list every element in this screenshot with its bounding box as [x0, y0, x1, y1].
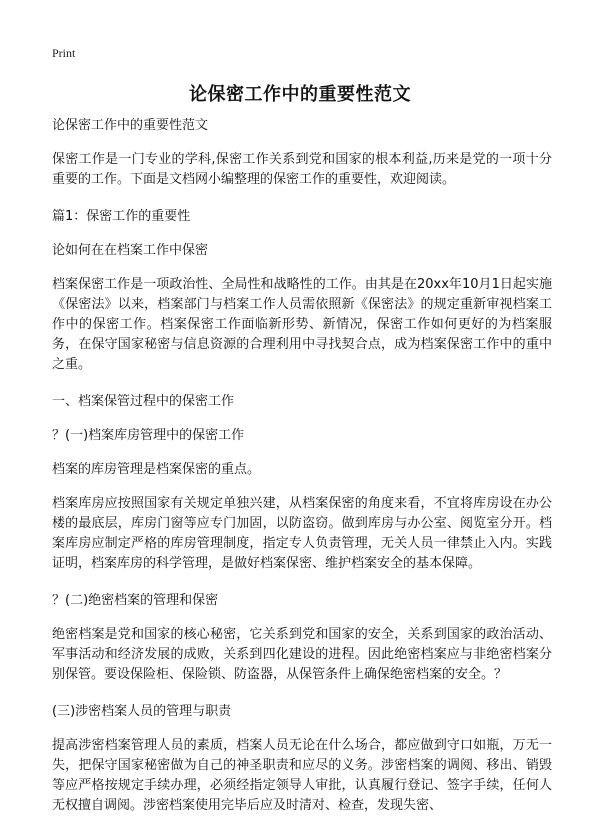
document-body [52, 116, 552, 833]
paragraph-intro: 保密工作是一门专业的学科,保密工作关系到党和国家的根本利益,历来是党的一项十分重要的工作。下面是文档网小编整理的保密工作的重要性，欢迎阅读。 [52, 152, 552, 187]
paragraph-body: 档案保密工作是一项政治性、全局性和战略性的工作。由其是在20xx年10月1日起实施《保密法》以来，档案部门与档案工作人员需依照新《保密法》的规定重新审视档案工作中的保密工作。档案保密工作面临新形势、新情况，保密工作如何更好的为档案服务，在保守国家秘密与信息资源的合理利用中寻找契合点，成为档案保密工作中的重中之重。 [52, 277, 552, 372]
paragraph-body: 档案库房应按照国家有关规定单独兴建，从档案保密的角度来看，不宜将库房设在办公楼的最底层，库房门窗等应专门加固，以防盗窃。做到库房与办公室、阅览室分开。档案库房应制定严格的库房管理制度，指定专人负责管理，无关人员一律禁止入内。实践证明，档案库房的科学管理，是做好档案保密、维护档案安全的基本保障。 [52, 496, 552, 571]
section-heading: 一、档案保管过程中的保密工作 [52, 394, 235, 409]
subsection-heading: ？(二)绝密档案的管理和保密 [52, 593, 219, 608]
print-link[interactable]: Print [52, 46, 76, 60]
paragraph-subtitle: 论保密工作中的重要性范文 [52, 118, 209, 133]
subsection-heading: ？(一)档案库房管理中的保密工作 [52, 428, 245, 443]
paragraph-body: 绝密档案是党和国家的核心秘密，它关系到党和国家的安全，关系到国家的政治活动、军事活动和经济发展的成败，关系到四化建设的进程。因此绝密档案应与非绝密档案分别保管。要设保险柜、保险锁、防盗器，从保管条件上确保绝密档案的安全。？ [52, 627, 552, 682]
subsection-heading: (三)涉密档案人员的管理与职责 [52, 704, 232, 719]
article-heading: 论如何在在档案工作中保密 [52, 243, 209, 258]
paragraph-body: 档案的库房管理是档案保密的重点。 [52, 462, 261, 477]
document-title: 论保密工作中的重要性范文 [189, 84, 411, 105]
section-heading: 篇1：保密工作的重要性 [52, 209, 191, 224]
paragraph-body: 提高涉密档案管理人员的素质，档案人员无论在什么场合，都应做到守口如瓶，万无一失，把保守国家秘密做为自己的神圣职责和应尽的义务。涉密档案的调阅、移出、销毁等应严格按规定手续办理，必须经指定领导人审批，认真履行登记、签字手续，任何人无权擅自调阅。涉密档案使用完毕后应及时清对、检查，发现失密、 [52, 738, 552, 813]
